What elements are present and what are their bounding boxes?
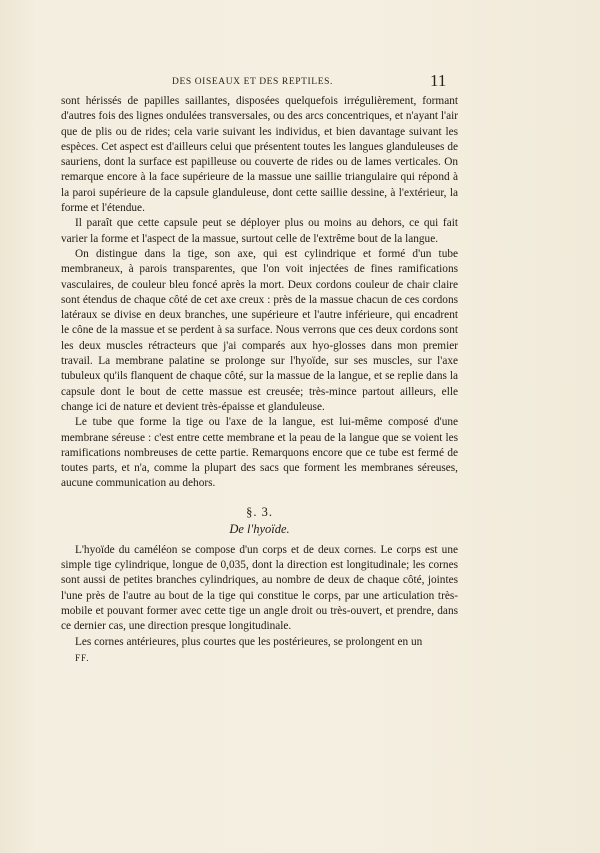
- body-text: [61, 94, 458, 666]
- signature-mark: FF.: [75, 652, 90, 663]
- running-head: DES OISEAUX ET DES REPTILES.: [172, 77, 333, 87]
- paragraph-3: On distingue dans la tige, son axe, qui est cylindrique et formé d'un tube membraneux, à parois transparentes, que l'on voit injectées de fines ramifications vasculaires, de couleur bleu foncé après la mort. Deux cordons couleur de chair claire sont étendus de chaque côté de cet axe creux : près de la massue chacun de ces cordons latéraux se divise en deux branches, une supérieure et l'autre inférieure, qui encadrent le cône de la massue et se perdent à sa surface. Nous verrons que ces deux cordons sont les deux muscles rétracteurs que j'ai comparés aux hyo-glosses dans mon premier travail. La membrane palatine se prolonge sur l'hyoïde, sur ses muscles, sur l'axe tubuleux qu'ils flanquent de chaque côté, sur la massue de la langue, et se replie dans la capsule dont le bout de cette massue est creusée; très-mince partout ailleurs, elle change ici de nature et devient très-épaisse et glanduleuse.: [61, 247, 458, 413]
- page-number: 11: [430, 71, 447, 90]
- paragraph-6: Les cornes antérieures, plus courtes que les postérieures, se prolongent en un: [75, 635, 423, 648]
- paragraph-2: Il paraît que cette capsule peut se déployer plus ou moins au dehors, ce qui fait varier la forme et l'aspect de la massue, surtout celle de l'extrême bout de la langue.: [61, 217, 458, 245]
- section-title: De l'hyoïde.: [229, 521, 290, 536]
- paragraph-1: sont hérissés de papilles saillantes, disposées quelquefois irrégulièrement, formant d'autres fois des lignes ondulées transversales, ou des arcs concentriques, et n'ayant l'air que de plis ou de rides; cela varie suivant les individus, et bien davantage suivant les espèces. Cet aspect est d'ailleurs celui que présentent toutes les langues glanduleuses de sauriens, dont la surface est papilleuse ou couverte de rides ou de lames verticales. On remarque encore à la face supérieure de la massue une saillie triangulaire qui répond à la paroi supérieure de la capsule glanduleuse, dont cette saillie dessine, à l'extérieur, la forme et l'étendue.: [61, 95, 458, 215]
- paragraph-5: L'hyoïde du caméléon se compose d'un corps et de deux cornes. Le corps est une simple tige cylindrique, longue de 0,035, dont la direction est longitudinale; les cornes sont aussi de petites branches cylindriques, au nombre de deux de chaque côté, jointes l'une près de l'autre au bout de la tige qui constitue le corps, par une articulation très-mobile et pouvant former avec cette tige un angle droit ou très-ouvert, et prendre, dans ce dernier cas, une direction presque longitudinale.: [61, 543, 458, 633]
- paragraph-4: Le tube que forme la tige ou l'axe de la langue, est lui-même composé d'une membrane séreuse : c'est entre cette membrane et la peau de la langue que se voient les ramifications nombreuses de cette partie. Remarquons encore que ce tube est fermé de toutes parts, et n'a, comme la plupart des sacs que forment les membranes séreuses, aucune communication au dehors.: [61, 416, 458, 490]
- section-number: §. 3.: [246, 504, 273, 519]
